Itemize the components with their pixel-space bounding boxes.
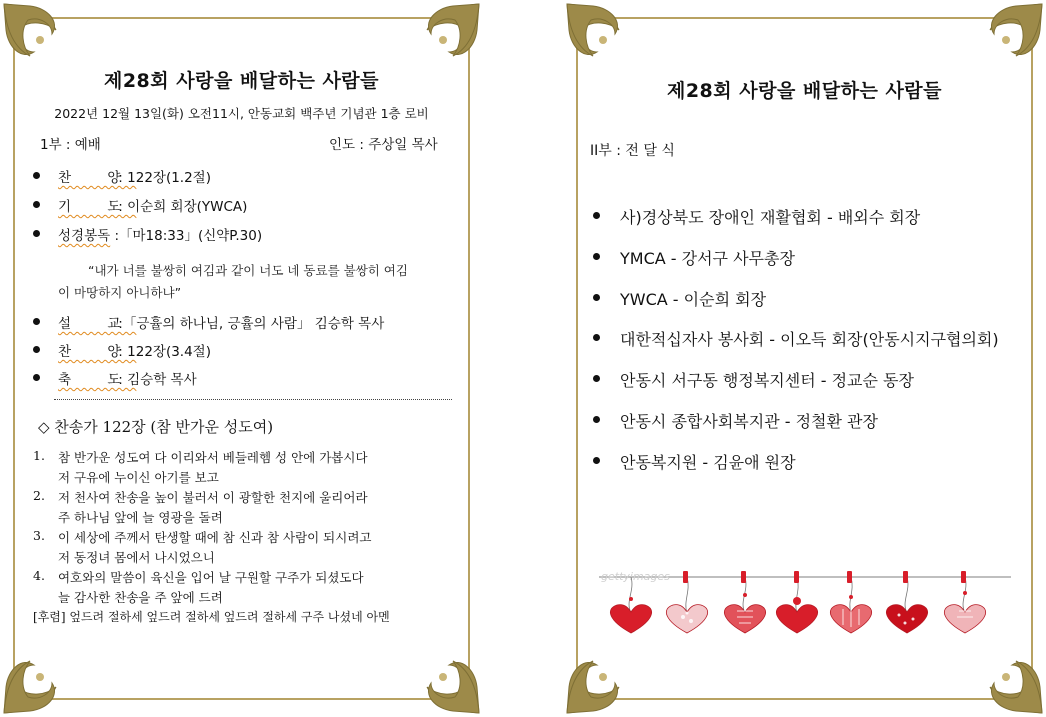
recipient-item: 안동시 서구동 행정복지센터 - 정교순 동장: [620, 371, 914, 390]
verse-line: 참 반가운 성도여 다 이리와서 베들레헴 성 안에 가봅시다: [58, 450, 368, 465]
order-item-label: 찬 양: [58, 344, 137, 360]
heart-icon: [944, 605, 985, 633]
recipient-item: YMCA - 강서구 사무총장: [620, 249, 795, 268]
part1-label: 1부 : 예배: [40, 137, 101, 153]
order-item-value: : 122장(3.4절): [118, 344, 211, 360]
small-heart-icon: [793, 597, 801, 605]
verse-line: 저 동정녀 몸에서 나시었으니: [58, 550, 215, 565]
divider: [54, 399, 452, 400]
bullet-icon: [593, 416, 600, 423]
scripture-quote-line1: “내가 너를 불쌍히 여김과 같이 너도 네 동료를 불쌍히 여김: [88, 263, 408, 278]
order-item-label: 설 교: [58, 316, 137, 332]
event-date-location: 2022년 12월 13일(화) 오전11시, 안동교회 백주년 기념관 1층 로비: [54, 106, 429, 121]
verse-line: 늘 감사한 찬송을 주 앞에 드려: [58, 590, 223, 605]
heart-icon: [666, 605, 707, 633]
heart-icon: [886, 605, 927, 633]
page-title: 제28회 사랑을 배달하는 사람들: [103, 70, 380, 92]
bullet-icon: [593, 457, 600, 464]
verse-line: 저 구유에 누이신 아기를 보고: [58, 470, 219, 485]
order-item-value: :「긍휼의 하나님, 긍휼의 사람」 김승학 목사: [118, 316, 385, 332]
recipient-item: 사)경상북도 장애인 재활협회 - 배외수 회장: [620, 208, 921, 227]
bullet-icon: [593, 294, 600, 301]
heart-icon: [776, 605, 817, 633]
clothespin-icon: [741, 571, 746, 583]
recipient-item: 안동복지원 - 김윤애 원장: [620, 453, 796, 472]
page-title: 제28회 사랑을 배달하는 사람들: [666, 80, 943, 102]
recipient-item: 대한적십자사 봉사회 - 이오득 회장(안동시지구협의회): [620, 330, 999, 349]
order-item-label: 기 도: [58, 199, 137, 215]
order-item-hymn2: [58, 340, 211, 360]
recipient-item: YWCA - 이순희 회장: [620, 290, 767, 309]
verse-line: 주 하나님 앞에 늘 영광을 돌려: [58, 510, 223, 525]
part2-label: II부 : 전 달 식: [590, 143, 675, 159]
order-item-sermon: [58, 312, 384, 332]
worship-leader: 인도 : 주상일 목사: [329, 137, 438, 153]
verse-number: 2.: [33, 488, 45, 503]
order-item-benediction: [58, 368, 197, 388]
bullet-icon: [33, 346, 40, 353]
bullet-icon: [593, 253, 600, 260]
verse-number: 1.: [33, 448, 45, 463]
verse-line: 이 세상에 주께서 탄생할 때에 참 신과 참 사람이 되시려고: [58, 530, 372, 545]
heart-icon: [610, 605, 651, 633]
order-item-value: :「마18:33」(신약P.30): [114, 228, 263, 244]
clothespin-icon: [683, 571, 688, 583]
order-item-value: : 122장(1.2절): [118, 170, 211, 186]
order-item-label: 축 도: [58, 372, 137, 388]
verse-number: 3.: [33, 528, 45, 543]
verse-line: 저 천사여 찬송을 높이 불러서 이 광할한 천지에 울리어라: [58, 490, 368, 505]
left-page: [0, 0, 483, 717]
bullet-icon: [593, 375, 600, 382]
bullet-icon: [33, 318, 40, 325]
order-item-prayer: [58, 195, 247, 215]
clothespin-icon: [794, 571, 799, 583]
bullet-icon: [33, 374, 40, 381]
order-item-hymn1: [58, 166, 211, 186]
order-item-scripture: [58, 224, 262, 244]
hymn-refrain: [후렴] 엎드려 절하세 엎드려 절하세 엎드려 절하세 구주 나셨네 아멘: [33, 610, 390, 624]
verse-number: 4.: [33, 568, 45, 583]
order-item-label: 성경봉독: [58, 228, 111, 244]
verse-line: 여호와의 말씀이 육신을 입어 날 구원할 구주가 되셨도다: [58, 570, 364, 585]
order-item-value: : 이순희 회장(YWCA): [118, 199, 248, 215]
hymn-title: ◇ 찬송가 122장 (참 반가운 성도여): [38, 418, 274, 436]
hanging-hearts-illustration: [599, 563, 1011, 635]
bullet-icon: [33, 172, 40, 179]
bullet-icon: [593, 212, 600, 219]
right-page: [563, 0, 1046, 717]
bullet-icon: [593, 334, 600, 341]
recipient-item: 안동시 종합사회복지관 - 정철환 관장: [620, 412, 878, 431]
bullet-icon: [33, 230, 40, 237]
scripture-quote-line2: 이 마땅하지 아니하냐”: [58, 285, 182, 300]
clothespin-icon: [903, 571, 908, 583]
bullet-icon: [33, 201, 40, 208]
clothespin-icon: [847, 571, 852, 583]
heart-icon: [724, 605, 765, 633]
clothespin-icon: [961, 571, 966, 583]
order-item-value: : 김승학 목사: [118, 372, 197, 388]
order-item-label: 찬 양: [58, 170, 137, 186]
watermark-text: gettyimages: [601, 570, 670, 583]
